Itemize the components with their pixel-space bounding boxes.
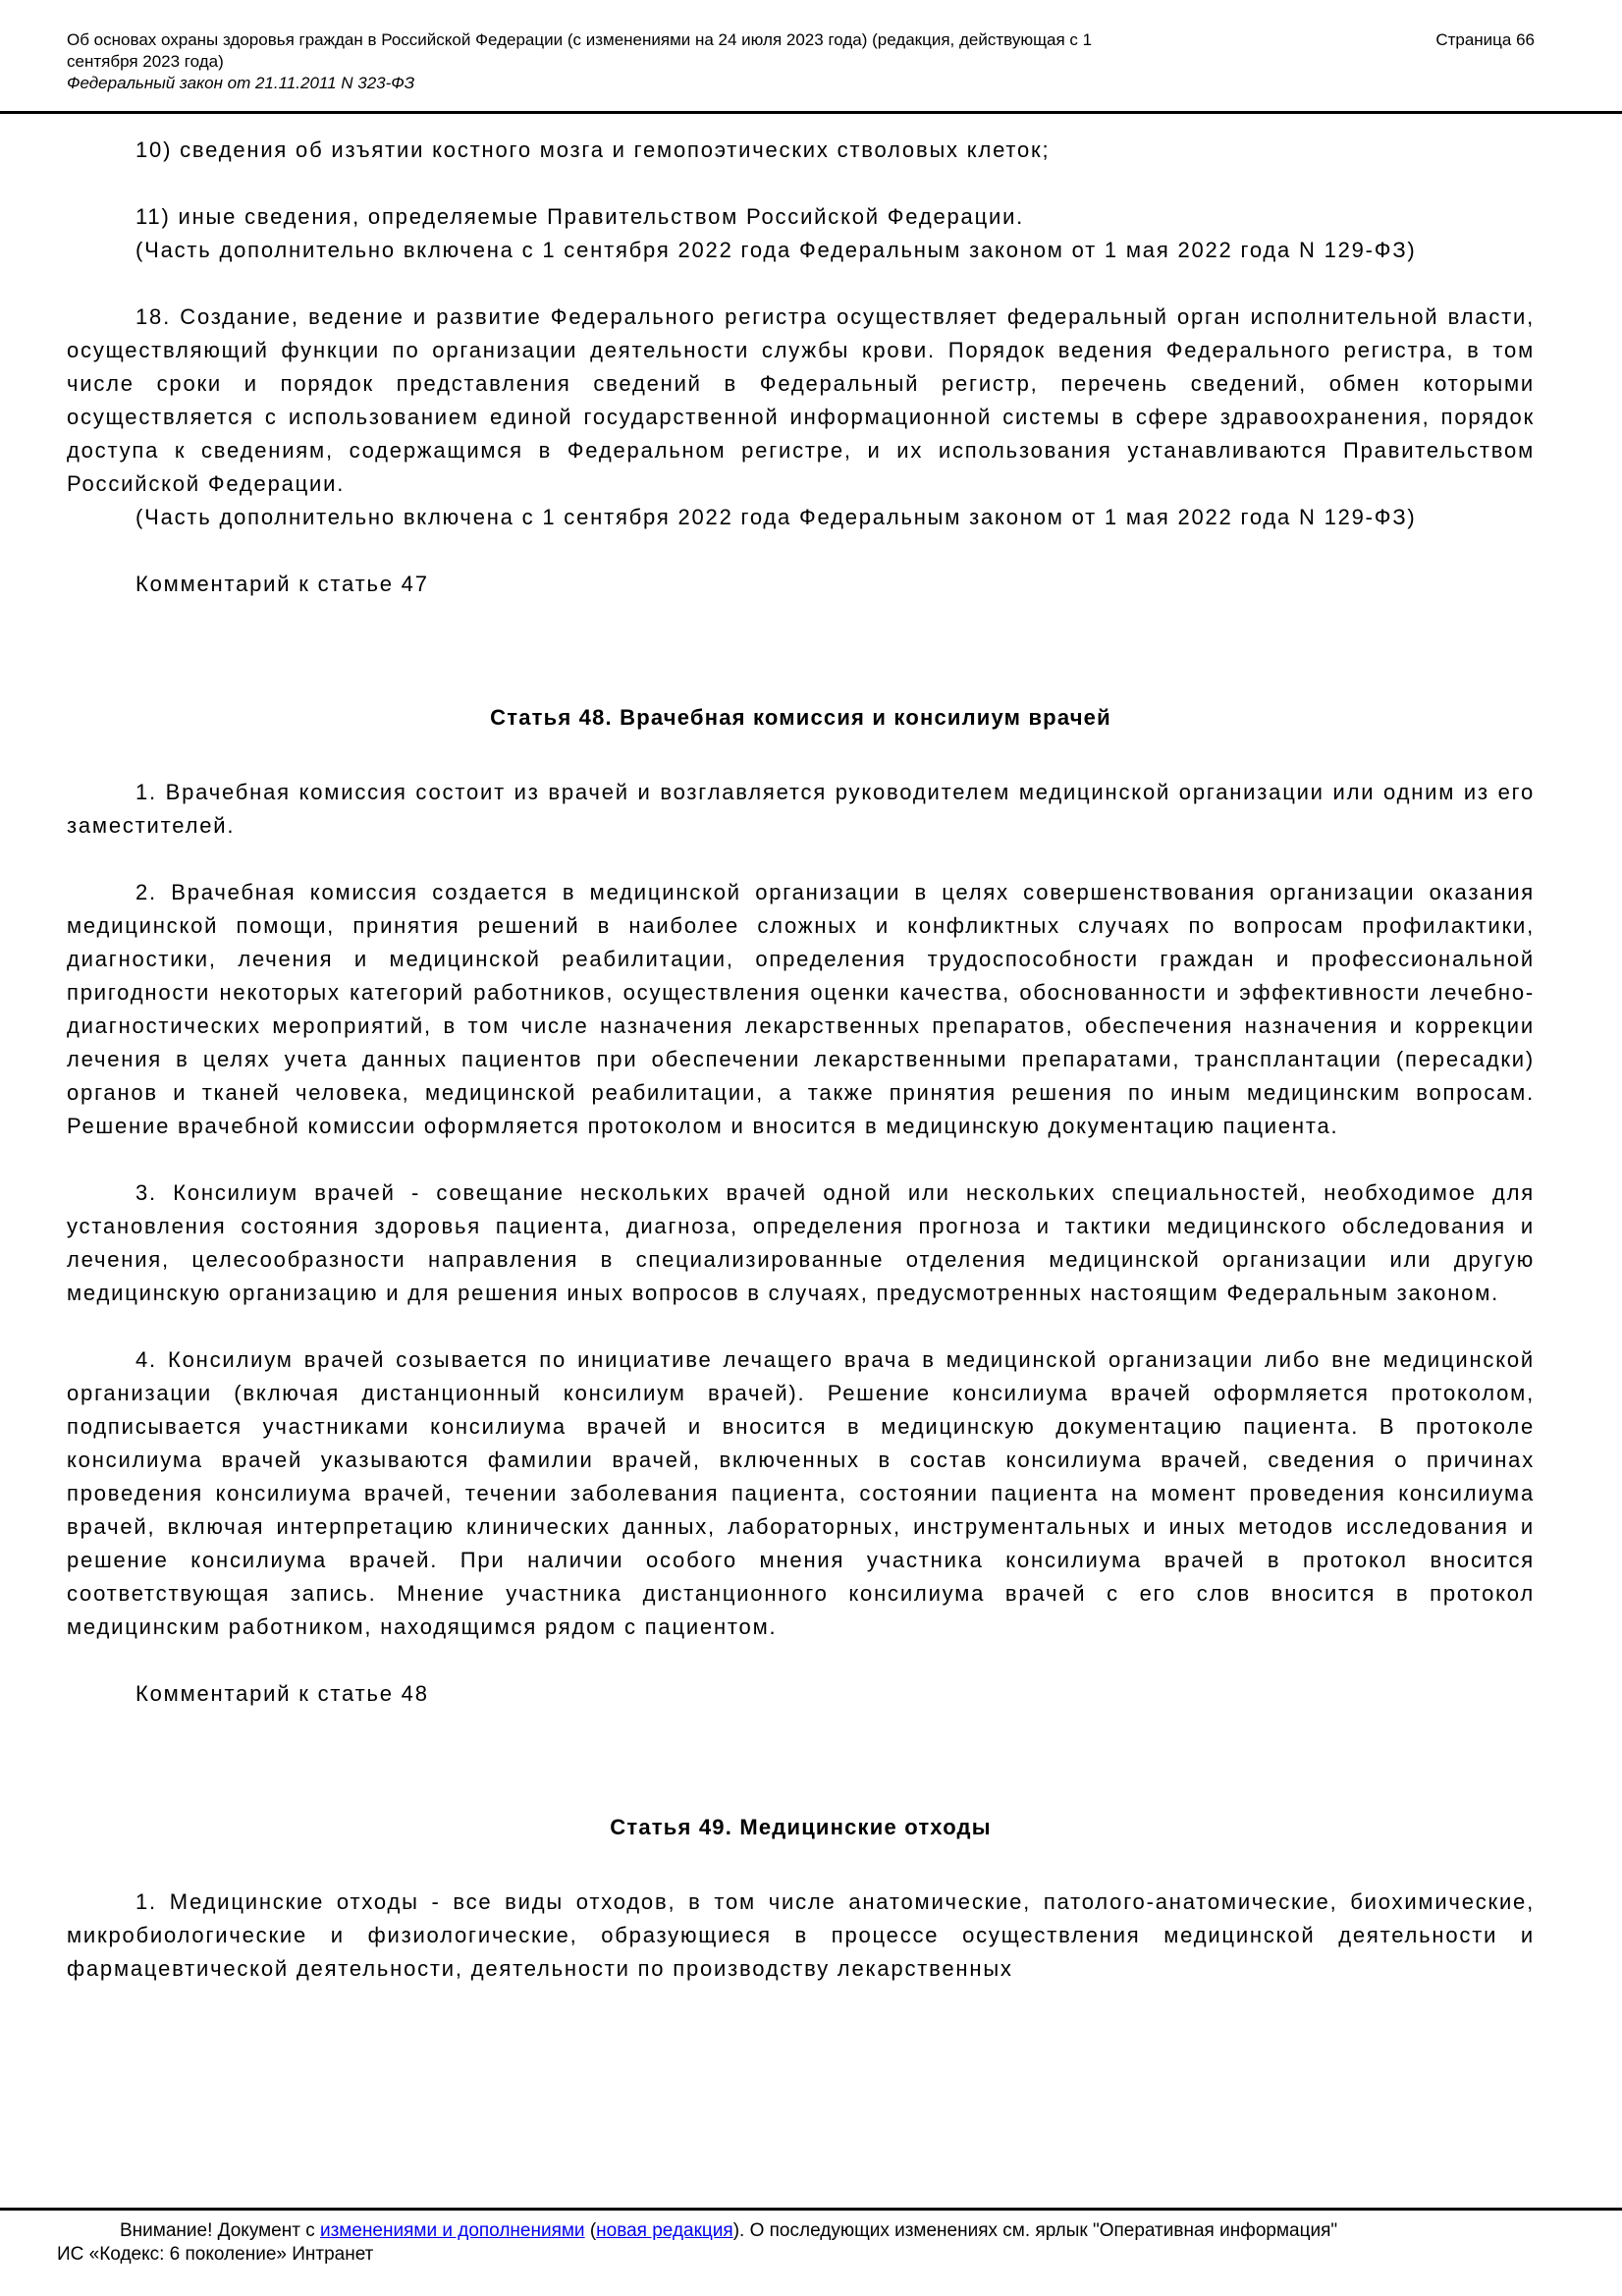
document-subtitle: Федеральный закон от 21.11.2011 N 323-ФЗ (67, 74, 415, 92)
header-row (67, 29, 1535, 73)
page-number: Страница 66 (1435, 30, 1535, 49)
new-edition-link[interactable]: новая редакция (596, 2220, 733, 2241)
document-title: Об основах охраны здоровья граждан в Российской Федерации (с изменениями на 24 июля 2023 года) (редакция, действующая с 1 сентября 2023 года) (67, 30, 1093, 71)
inclusion-note: (Часть дополнительно включена с 1 сентября 2022 года Федеральным законом от 1 мая 2022 года N 129-ФЗ) (135, 505, 1417, 529)
clause-11: 11) иные сведения, определяемые Правительством Российской Федерации. (135, 204, 1025, 229)
page-header (67, 29, 1535, 94)
article-48-clause-3: 3. Консилиум врачей - совещание нескольких врачей одной или нескольких специальностей, необходимое для установления состояния здоровья пациента, диагноза, определения прогноза и тактики медицинского обследования и лечения, целесообразности направления в специализированные отделения медицинской организации или другую медицинскую организацию и для решения иных вопросов в случаях, предусмотренных настоящим Федеральным законом. (67, 1180, 1535, 1305)
article-48-clause-2: 2. Врачебная комиссия создается в медицинской организации в целях совершенствования организации оказания медицинской помощи, принятия решений в наиболее сложных и конфликтных случаях по вопросам профилактики, диагностики, лечения и медицинской реабилитации, определения трудоспособности граждан и профессиональной пригодности некоторых категорий работников, осуществления оценки качества, обоснованности и эффективности лечебно-диагностических мероприятий, в том числе назначения лекарственных препаратов, обеспечения назначения и коррекции лечения в целях учета данных пациентов при обеспечении лекарственными препаратами, трансплантации (пересадки) органов и тканей человека, медицинской реабилитации, а также принятия решения по иным медицинским вопросам. Решение врачебной комиссии оформляется протоколом и вносится в медицинскую документацию пациента. (67, 880, 1535, 1138)
inclusion-note: (Часть дополнительно включена с 1 сентября 2022 года Федеральным законом от 1 мая 2022 года N 129-ФЗ) (135, 238, 1417, 262)
document-body (67, 134, 1535, 2201)
footer-notice-text: ). О последующих изменениях см. ярлык "Оперативная информация" (732, 2220, 1338, 2241)
comment-article-48: Комментарий к статье 48 (135, 1681, 429, 1706)
article-48-heading: Статья 48. Врачебная комиссия и консилиум врачей (490, 705, 1111, 730)
article-49-heading: Статья 49. Медицинские отходы (610, 1815, 992, 1839)
footer-notice-text: Внимание! Документ с (120, 2220, 320, 2241)
clause-10: 10) сведения об изъятии костного мозга и гемопоэтических стволовых клеток; (135, 137, 1051, 162)
footer-notice-text: ( (584, 2220, 597, 2241)
footer-divider (0, 2208, 1622, 2211)
article-49-clause-1: 1. Медицинские отходы - все виды отходов, в том числе анатомические, патолого-анатомические, биохимические, микробиологические и физиологические, образующиеся в процессе осуществления медицинской деятельности и фармацевтической деятельности, деятельности по производству лекарственных (67, 1889, 1535, 1981)
header-divider (0, 111, 1622, 114)
changes-and-additions-link[interactable]: изменениями и дополнениями (319, 2220, 585, 2241)
clause-18: 18. Создание, ведение и развитие Федерального регистра осуществляет федеральный орган исполнительной власти, осуществляющий функции по организации деятельности службы крови. Порядок ведения Федерального регистра, в том числе сроки и порядок представления сведений в Федеральный регистр, перечень сведений, обмен которыми осуществляется с использованием единой государственной информационной системы в сфере здравоохранения, порядок доступа к сведениям, содержащимся в Федеральном регистре, и их использования устанавливаются Правительством Российской Федерации. (67, 304, 1535, 496)
article-48-clause-4: 4. Консилиум врачей созывается по инициативе лечащего врача в медицинской организации либо вне медицинской организации (включая дистанционный консилиум врачей). Решение консилиума врачей оформляется протоколом, подписывается участниками консилиума врачей и вносится в медицинскую документацию пациента. В протоколе консилиума врачей указываются фамилии врачей, включенных в состав консилиума врачей, сведения о причинах проведения консилиума врачей, течении заболевания пациента, состоянии пациента на момент проведения консилиума врачей, включая интерпретацию клинических данных, лабораторных, инструментальных и иных методов исследования и решение консилиума врачей. При наличии особого мнения участника консилиума врачей в протокол вносится соответствующая запись. Мнение участника дистанционного консилиума врачей с его слов вносится в протокол медицинским работником, находящимся рядом с пациентом. (67, 1347, 1535, 1639)
comment-article-47: Комментарий к статье 47 (135, 572, 429, 596)
article-48-clause-1: 1. Врачебная комиссия состоит из врачей и возглавляется руководителем медицинской организации или одним из его заместителей. (67, 780, 1535, 838)
footer-notice (57, 2219, 1583, 2243)
system-name: ИС «Кодекс: 6 поколение» Интранет (57, 2244, 374, 2265)
page-footer (57, 2219, 1583, 2267)
